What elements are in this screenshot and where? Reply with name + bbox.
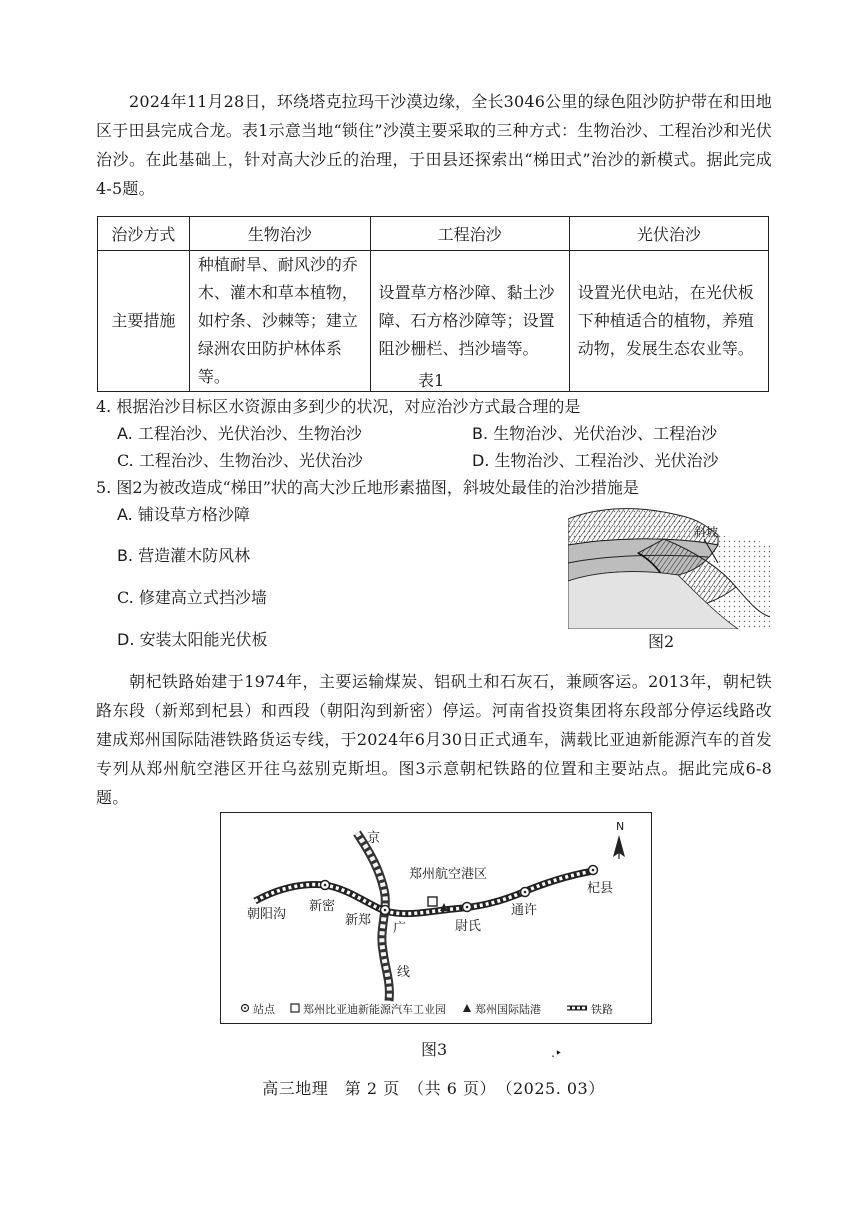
question-5-option-a: A. 铺设草方格沙障 bbox=[117, 505, 250, 524]
legend-land-port: 郑州国际陆港 bbox=[475, 1003, 541, 1016]
passage-2: 朝杞铁路始建于1974年，主要运输煤炭、铝矾土和石灰石，兼顾客运。2013年，朝杞铁路东段（新郑到杞县）和西段（朝阳沟到新密）停运。河南省投资集团将东段部分停运线路改建成郑州国际陆港铁路货运专线，于2024年6月30日正式通车，满载比亚迪新能源汽车的首发专列从郑州航空港区开往乌兹别克斯坦。图3示意朝杞铁路的位置和主要站点。据此完成6-8题。 bbox=[96, 672, 772, 807]
table-cell-photovoltaic: 设置光伏电站，在光伏板下种植适合的植物，养殖动物，发展生态农业等。 bbox=[569, 251, 768, 392]
question-4-stem: 4. 根据治沙目标区水资源由多到少的状况，对应治沙方式最合理的是 bbox=[96, 397, 581, 416]
legend-station: 站点 bbox=[253, 1003, 275, 1016]
map-label-xian: 线 bbox=[397, 965, 411, 980]
table-cell-engineering: 设置草方格沙障、黏土沙障、石方格沙障等；设置阻沙栅栏、挡沙墙等。 bbox=[370, 251, 569, 392]
map-label-airport-zone: 郑州航空港区 bbox=[409, 867, 488, 882]
table-header-row bbox=[98, 217, 769, 251]
question-4-option-c: C. 工程治沙、生物治沙、光伏治沙 bbox=[117, 451, 363, 470]
map-label-chaoyanggou: 朝阳沟 bbox=[247, 907, 287, 922]
table-1 bbox=[97, 216, 769, 392]
legend-railway: 铁路 bbox=[591, 1003, 613, 1016]
table-header-photovoltaic: 光伏治沙 bbox=[569, 217, 768, 251]
map-label-weishi: 尉氏 bbox=[455, 919, 482, 934]
figure-2-caption: 图2 bbox=[648, 632, 675, 651]
map-label-jing: 京 bbox=[367, 831, 381, 846]
page-footer: 高三地理 第 2 页 （共 6 页） （2025. 03） bbox=[262, 1079, 605, 1098]
map-label-guang: 广 bbox=[393, 921, 407, 936]
map-label-xinmi: 新密 bbox=[309, 899, 336, 914]
figure-3-railway-map bbox=[220, 812, 652, 1024]
figure-2-terraced-dune-sketch bbox=[568, 505, 770, 629]
north-arrow-icon bbox=[613, 835, 625, 859]
map-label-qixian: 杞县 bbox=[587, 881, 614, 896]
map-north-label: N bbox=[616, 820, 625, 833]
table-header-biological: 生物治沙 bbox=[189, 217, 370, 251]
question-4-option-d: D. 生物治沙、工程治沙、光伏治沙 bbox=[472, 451, 719, 470]
passage-1: 2024年11月28日，环绕塔克拉玛干沙漠边缘，全长3046公里的绿色阻沙防护带在和田地区于田县完成合龙。表1示意当地“锁住”沙漠主要采取的三种方式：生物治沙、工程治沙和光伏治沙。在此基础上，针对高大沙丘的治理，于田县还探索出“梯田式”治沙的新模式。据此完成4-5题。 bbox=[96, 92, 772, 198]
question-4-option-a: A. 工程治沙、光伏治沙、生物治沙 bbox=[117, 424, 362, 443]
table-1-caption: 表1 bbox=[418, 371, 445, 390]
question-5-option-d: D. 安装太阳能光伏板 bbox=[117, 630, 268, 649]
question-4-option-b: B. 生物治沙、光伏治沙、工程治沙 bbox=[472, 424, 718, 443]
map-label-tongxu: 通许 bbox=[511, 903, 538, 918]
table-row-label: 主要措施 bbox=[98, 251, 190, 392]
map-label-xinzheng: 新郑 bbox=[345, 913, 372, 928]
table-cell-biological: 种植耐旱、耐风沙的乔木、灌木和草本植物，如柠条、沙棘等；建立绿洲农田防护林体系等。 bbox=[189, 251, 370, 392]
figure-2-drawing bbox=[568, 505, 770, 629]
table-header-method: 治沙方式 bbox=[98, 217, 190, 251]
question-5-option-b: B. 营造灌木防风林 bbox=[117, 546, 251, 565]
question-5-stem: 5. 图2为被改造成“梯田”状的高大沙丘地形素描图，斜坡处最佳的治沙措施是 bbox=[96, 478, 639, 497]
figure-2-label-slope: 斜坡 bbox=[694, 525, 719, 539]
table-header-engineering: 工程治沙 bbox=[370, 217, 569, 251]
industrial-park-marker bbox=[428, 897, 437, 906]
question-5-option-c: C. 修建高立式挡沙墙 bbox=[117, 588, 267, 607]
figure-3-caption: 图3 bbox=[421, 1040, 448, 1059]
scan-mark: ․‣ bbox=[551, 1046, 563, 1060]
legend-industrial-park: 郑州比亚迪新能源汽车工业园 bbox=[303, 1003, 446, 1016]
